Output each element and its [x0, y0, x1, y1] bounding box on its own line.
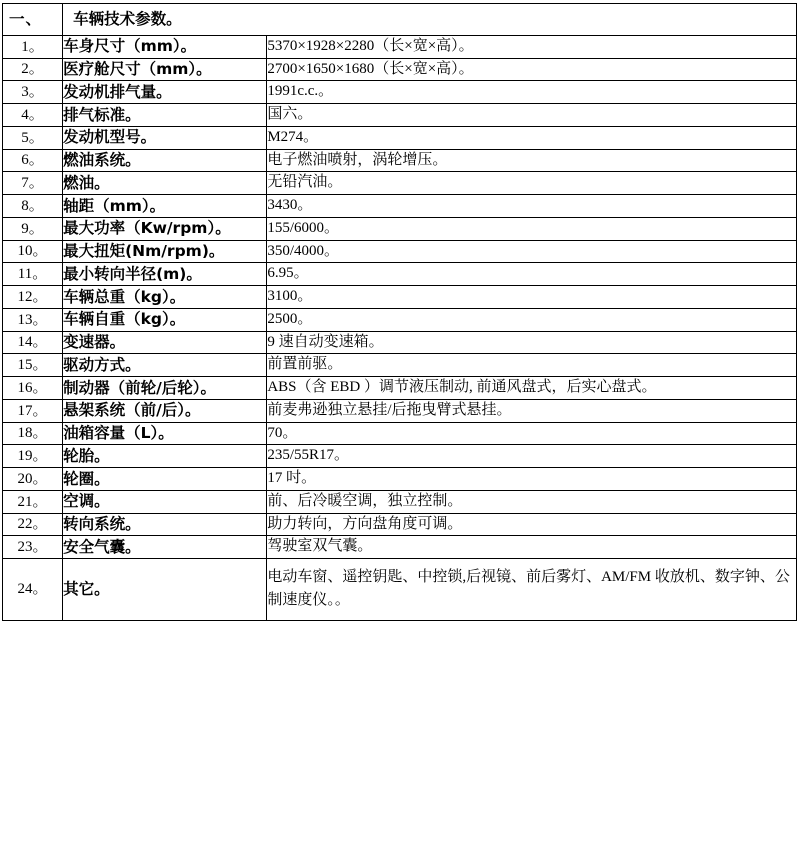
table-row	[3, 58, 797, 81]
row-value: 电动车窗、遥控钥匙、中控锁,后视镜、前后雾灯、AM/FM 收放机、数字钟、公制速度仪。。	[267, 559, 797, 621]
row-value: 9 速自动变速箱。	[267, 331, 797, 354]
table-row	[3, 513, 797, 536]
row-index: 22。	[3, 513, 63, 536]
row-name: 驱动方式。	[63, 354, 267, 377]
table-row	[3, 240, 797, 263]
table-row	[3, 286, 797, 309]
row-index: 24。	[3, 559, 63, 621]
row-name: 燃油系统。	[63, 149, 267, 172]
table-row	[3, 445, 797, 468]
row-name: 发动机排气量。	[63, 81, 267, 104]
row-index: 18。	[3, 422, 63, 445]
section-title: 车辆技术参数。	[63, 4, 797, 36]
table-row	[3, 35, 797, 58]
table-row	[3, 354, 797, 377]
row-index: 23。	[3, 536, 63, 559]
row-value: 6.95。	[267, 263, 797, 286]
row-value: 350/4000。	[267, 240, 797, 263]
table-row	[3, 490, 797, 513]
row-name: 转向系统。	[63, 513, 267, 536]
row-value: 17 吋。	[267, 468, 797, 491]
table-body	[3, 4, 797, 621]
row-name: 制动器（前轮/后轮）。	[63, 377, 267, 400]
row-value: 前麦弗逊独立悬挂/后拖曳臂式悬挂。	[267, 399, 797, 422]
table-row	[3, 217, 797, 240]
row-name: 悬架系统（前/后）。	[63, 399, 267, 422]
row-index: 6。	[3, 149, 63, 172]
row-value: 155/6000。	[267, 217, 797, 240]
row-value: 国六。	[267, 104, 797, 127]
row-index: 19。	[3, 445, 63, 468]
row-value: 3430。	[267, 195, 797, 218]
row-value: 2500。	[267, 308, 797, 331]
row-index: 14。	[3, 331, 63, 354]
row-name: 轴距（mm）。	[63, 195, 267, 218]
table-row	[3, 559, 797, 621]
row-index: 3。	[3, 81, 63, 104]
row-name: 发动机型号。	[63, 126, 267, 149]
row-index: 10。	[3, 240, 63, 263]
row-index: 9。	[3, 217, 63, 240]
table-row	[3, 308, 797, 331]
row-name: 油箱容量（L）。	[63, 422, 267, 445]
table-header-row	[3, 4, 797, 36]
table-row	[3, 399, 797, 422]
table-row	[3, 126, 797, 149]
row-name: 空调。	[63, 490, 267, 513]
row-index: 15。	[3, 354, 63, 377]
row-name: 燃油。	[63, 172, 267, 195]
table-row	[3, 536, 797, 559]
row-index: 16。	[3, 377, 63, 400]
row-name: 变速器。	[63, 331, 267, 354]
row-index: 7。	[3, 172, 63, 195]
row-name: 最大功率（Kw/rpm）。	[63, 217, 267, 240]
row-name: 轮圈。	[63, 468, 267, 491]
table-row	[3, 195, 797, 218]
row-name: 车身尺寸（mm）。	[63, 35, 267, 58]
row-index: 20。	[3, 468, 63, 491]
row-name: 其它。	[63, 559, 267, 621]
row-index: 8。	[3, 195, 63, 218]
section-number: 一、	[3, 4, 63, 36]
row-index: 12。	[3, 286, 63, 309]
row-index: 21。	[3, 490, 63, 513]
row-index: 13。	[3, 308, 63, 331]
row-value: 2700×1650×1680（长×宽×高）。	[267, 58, 797, 81]
row-value: 70。	[267, 422, 797, 445]
table-row	[3, 331, 797, 354]
row-index: 11。	[3, 263, 63, 286]
table-row	[3, 172, 797, 195]
table-row	[3, 263, 797, 286]
table-row	[3, 81, 797, 104]
row-value: 3100。	[267, 286, 797, 309]
row-value: 235/55R17。	[267, 445, 797, 468]
row-value: 助力转向，方向盘角度可调。	[267, 513, 797, 536]
row-value: 1991c.c.。	[267, 81, 797, 104]
row-value: 5370×1928×2280（长×宽×高）。	[267, 35, 797, 58]
row-name: 车辆自重（kg）。	[63, 308, 267, 331]
row-name: 最大扭矩(Nm/rpm)。	[63, 240, 267, 263]
row-index: 17。	[3, 399, 63, 422]
row-value: 电子燃油喷射，涡轮增压。	[267, 149, 797, 172]
vehicle-spec-table	[2, 3, 797, 621]
row-value: 驾驶室双气囊。	[267, 536, 797, 559]
row-value: 无铅汽油。	[267, 172, 797, 195]
row-index: 4。	[3, 104, 63, 127]
row-name: 车辆总重（kg）。	[63, 286, 267, 309]
table-row	[3, 377, 797, 400]
row-name: 最小转向半径(m)。	[63, 263, 267, 286]
row-name: 排气标准。	[63, 104, 267, 127]
table-row	[3, 422, 797, 445]
table-row	[3, 104, 797, 127]
row-value: ABS（含 EBD ）调节液压制动, 前通风盘式，后实心盘式。	[267, 377, 797, 400]
table-row	[3, 149, 797, 172]
table-row	[3, 468, 797, 491]
row-name: 轮胎。	[63, 445, 267, 468]
row-name: 医疗舱尺寸（mm）。	[63, 58, 267, 81]
row-index: 1。	[3, 35, 63, 58]
row-index: 5。	[3, 126, 63, 149]
row-name: 安全气囊。	[63, 536, 267, 559]
row-value: 前置前驱。	[267, 354, 797, 377]
row-value: 前、后冷暖空调，独立控制。	[267, 490, 797, 513]
row-value: M274。	[267, 126, 797, 149]
row-index: 2。	[3, 58, 63, 81]
